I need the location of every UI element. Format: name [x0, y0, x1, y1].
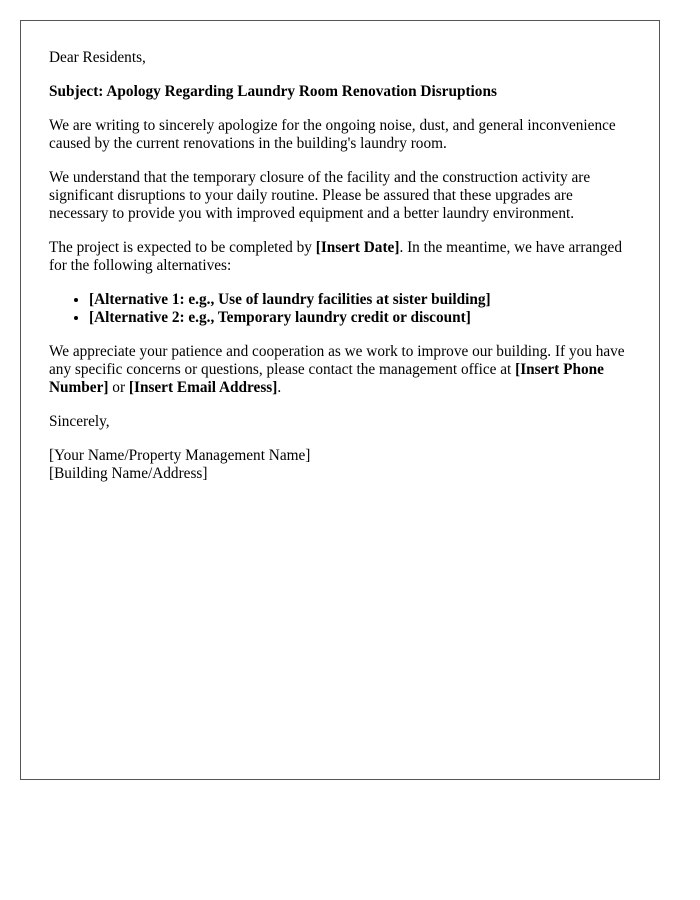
completion-text-after: . In the meantime, we have arranged for the following alternatives: [49, 239, 622, 274]
contact-text-after: . [277, 379, 282, 396]
paragraph-completion [49, 239, 631, 275]
greeting: Dear Residents, [49, 49, 146, 66]
closing: Sincerely, [49, 413, 110, 430]
phone-placeholder: [Insert Phone Number] [49, 361, 604, 396]
contact-text-middle: or [108, 379, 129, 396]
signature-name: [Your Name/Property Management Name] [49, 447, 311, 464]
contact-text-before: We appreciate your patience and cooperation as we work to improve our building. If you have any specific concerns or questions, please contact the management office at [49, 343, 625, 378]
signature-address: [Building Name/Address] [49, 465, 208, 482]
paragraph-apology: We are writing to sincerely apologize for the ongoing noise, dust, and general inconvenience caused by the current renovations in the building's laundry room. [49, 117, 616, 152]
list-item-alternative-2: • [Alternative 2: e.g., Temporary laundry credit or discount] [89, 309, 631, 327]
paragraph-understanding: We understand that the temporary closure of the facility and the construction activity are significant disruptions to your daily routine. Please be assured that these upgrades are necessary to provide you with improved equipment and a better laundry environment. [49, 169, 591, 222]
completion-text-before: The project is expected to be completed by [49, 239, 316, 256]
paragraph-contact [49, 343, 631, 397]
email-placeholder: [Insert Email Address] [128, 379, 278, 396]
date-placeholder: [Insert Date] [315, 239, 400, 256]
letter-page [20, 20, 660, 780]
signature-block [49, 447, 631, 483]
subject-line: Subject: Apology Regarding Laundry Room Renovation Disruptions [49, 83, 497, 100]
alternatives-list [49, 291, 631, 327]
list-item-alternative-1: • [Alternative 1: e.g., Use of laundry facilities at sister building] [89, 291, 631, 309]
